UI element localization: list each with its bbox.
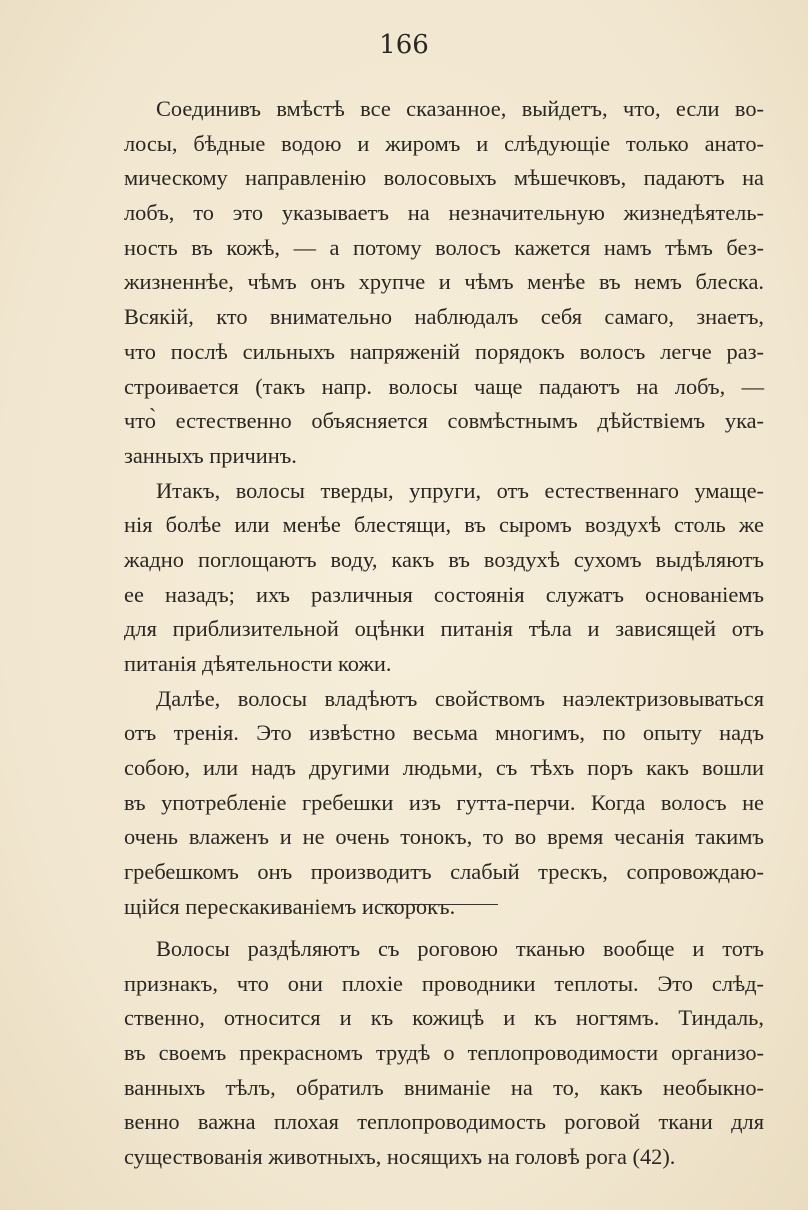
text-line: питанія дѣятельности кожи. — [124, 651, 392, 676]
text-line: въ употребленіе гребешки изъ гутта-перчи. Когда волосъ не — [124, 789, 764, 815]
text-line: ее назадъ; ихъ различныя состоянія служатъ основаніемъ — [124, 581, 764, 607]
text-block-lower — [124, 932, 764, 1175]
text-line: ность въ кожѣ, — а потому волосъ кажется намъ тѣмъ без- — [124, 234, 764, 260]
text-line: Соединивъ вмѣстѣ все сказанное, выйдетъ, что, если во- — [156, 96, 764, 121]
text-line: признакъ, что они плохіе проводники теплоты. Это слѣд- — [124, 970, 764, 996]
text-line: строивается (такъ напр. волосы чаще падаютъ на лобъ, — — [124, 373, 764, 399]
text-line: Далѣе, волосы владѣютъ свойствомъ наэлектризовываться — [156, 685, 764, 711]
page-number: 166 — [379, 30, 429, 60]
paragraph-4 — [124, 932, 764, 1175]
text-line: жадно поглощаютъ воду, какъ въ воздухѣ сухомъ выдѣляютъ — [124, 546, 764, 572]
text-line: лосы, бѣдные водою и жиромъ и слѣдующіе только анато- — [124, 130, 764, 156]
text-line: венно важна плохая теплопроводимость роговой ткани для — [124, 1109, 764, 1135]
text-line: очень влаженъ и не очень тонокъ, то во время чесанія такимъ — [124, 824, 764, 850]
text-line: лобъ, то это указываетъ на незначительную жизнедѣятель- — [124, 200, 764, 226]
text-line: ванныхъ тѣлъ, обратилъ вниманіе на то, какъ необыкно- — [124, 1074, 764, 1100]
text-line: Итакъ, волосы тверды, упруги, отъ естественнаго умаще- — [156, 477, 764, 503]
text-line: что послѣ сильныхъ напряженій порядокъ волосъ легче раз- — [124, 338, 764, 364]
text-line: ственно, относится и къ кожицѣ и къ ногтямъ. Тиндаль, — [124, 1005, 764, 1031]
paragraph-3 — [124, 682, 764, 925]
text-line: нія болѣе или менѣе блестящи, въ сыромъ воздухѣ столь же — [124, 512, 764, 538]
text-line: для приблизительной оцѣнки питанія тѣла и зависящей отъ — [124, 616, 764, 642]
text-line: отъ тренія. Это извѣстно весьма многимъ, по опыту надъ — [124, 720, 764, 746]
paragraph-1 — [124, 92, 764, 474]
text-line: собою, или надъ другими людьми, съ тѣхъ поръ какъ вошли — [124, 755, 764, 781]
text-line: занныхъ причинъ. — [124, 442, 297, 468]
text-line: существованія животныхъ, носящихъ на головѣ рога (42). — [124, 1144, 676, 1170]
text-line: щійся перескакиваніемъ искорокъ. — [124, 893, 456, 919]
text-line: въ своемъ прекрасномъ трудѣ о теплопроводимости организо- — [124, 1040, 764, 1066]
paragraph-2 — [124, 474, 764, 682]
text-line: мическому направленію волосовыхъ мѣшечковъ, падаютъ на — [124, 165, 764, 191]
text-line: Всякій, кто внимательно наблюдалъ себя самаго, знаетъ, — [124, 304, 764, 330]
text-line: гребешкомъ онъ производитъ слабый трескъ, сопровождаю- — [124, 859, 764, 885]
section-divider — [382, 904, 498, 905]
text-line: что̀ естественно объясняется совмѣстнымъ дѣйствіемъ ука- — [124, 408, 764, 434]
text-block-upper — [124, 92, 764, 925]
text-line: Волосы раздѣляютъ съ роговою тканью вообще и тотъ — [156, 936, 764, 961]
text-line: жизненнѣе, чѣмъ онъ хрупче и чѣмъ менѣе въ немъ блеска. — [124, 269, 764, 295]
